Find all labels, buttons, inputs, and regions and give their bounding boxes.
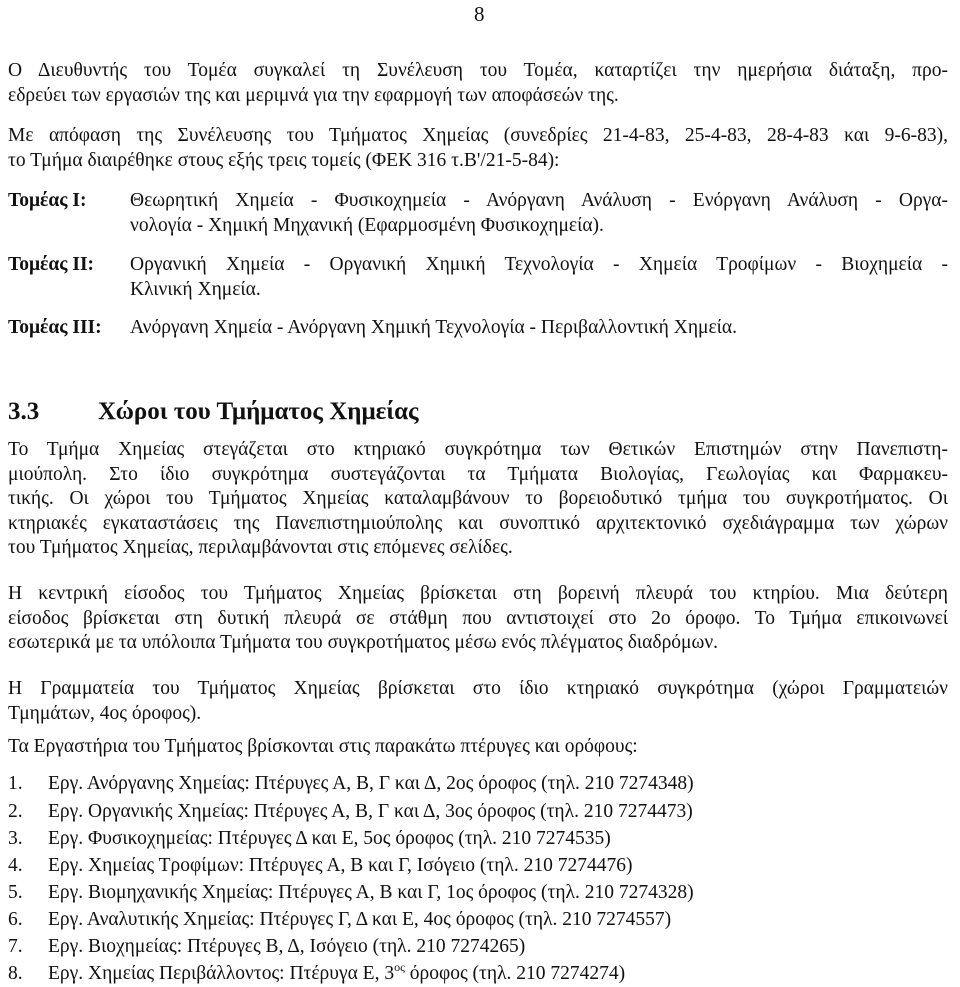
text-line: εσωτερικά με τα υπόλοιπα Τμήματα του συγκροτήματος μέσω ενός πλέγματος διαδρόμων.: [8, 632, 719, 653]
sector-label: Τομέας ΙΙΙ:: [8, 317, 102, 338]
section-heading: [8, 398, 419, 426]
list-item-number: 2.: [8, 801, 23, 822]
paragraph-secretariat: [8, 677, 948, 726]
section-title: Χώροι του Τμήματος Χημείας: [98, 398, 419, 425]
paragraph-entrances: [8, 582, 948, 656]
list-item: [8, 771, 694, 797]
text-line: Τμημάτων, 4ος όροφος).: [8, 702, 202, 724]
list-item-number: 1.: [8, 773, 23, 794]
list-item-number: 4.: [8, 855, 23, 876]
text-line: Η κεντρική είσοδος του Τμήματος Χημείας βρίσκεται στη βορεινή πλευρά του κτηρίου. Μια δεύτερη: [8, 583, 948, 604]
text-line: Ανόργανη Χημεία - Ανόργανη Χημική Τεχνολογία - Περιβαλλοντική Χημεία.: [130, 317, 738, 338]
list-item-text: Εργ. Οργανικής Χημείας: Πτέρυγες Α, Β, Γ και Δ, 3ος όροφος (τηλ. 210 7274473): [48, 801, 693, 822]
list-item: [8, 853, 633, 879]
list-item: [8, 799, 693, 825]
sector-label: Τομέας Ι:: [8, 190, 87, 211]
ordinal-superscript: ος: [394, 960, 405, 974]
list-item-text: Εργ. Χημείας Περιβάλλοντος: Πτέρυγα Ε, 3: [48, 963, 395, 984]
paragraph-sectors-intro: [8, 124, 948, 173]
sector-label: Τομέας ΙΙ:: [8, 254, 95, 275]
list-item-text: Εργ. Χημείας Τροφίμων: Πτέρυγες Α, Β και Γ, Ισόγειο (τηλ. 210 7274476): [48, 855, 633, 876]
list-item: [8, 907, 671, 933]
list-item-text: Εργ. Φυσικοχημείας: Πτέρυγες Δ και Ε, 5ος όροφος (τηλ. 210 7274535): [48, 828, 611, 849]
text-line: Με απόφαση της Συνέλευσης του Τμήματος Χημείας (συνεδρίες 21-4-83, 25-4-83, 28-4-83 και 9-6-83),: [8, 125, 948, 146]
list-item: [8, 961, 625, 987]
list-item: [8, 826, 611, 852]
paragraph-location: [8, 438, 948, 561]
list-item: [8, 880, 694, 906]
list-item-number: 8.: [8, 963, 23, 984]
list-item: [8, 934, 525, 960]
text-line: Θεωρητική Χημεία - Φυσικοχημεία - Ανόργανη Ανάλυση - Ενόργανη Ανάλυση - Οργα-: [130, 190, 948, 211]
sector-description: [130, 316, 948, 341]
text-line: κτηριακές εγκαταστάσεις της Πανεπιστημιούπολης και συνοπτικό αρχιτεκτονικό σχεδιάγραμμα των χώρων: [8, 512, 948, 534]
text-line: μιούπολη. Στο ίδιο συγκρότημα συστεγάζονται τα Τμήματα Βιολογίας, Γεωλογίας και Φαρμακευ-: [8, 463, 948, 485]
sector-description: [130, 189, 948, 238]
paragraph-labs-intro: [8, 735, 948, 760]
text-line: νολογία - Χημική Μηχανική (Εφαρμοσμένη Φυσικοχημεία).: [130, 214, 604, 236]
list-item-number: 7.: [8, 936, 23, 957]
list-item-number: 6.: [8, 909, 23, 930]
text-line: το Τμήμα διαιρέθηκε στους εξής τρεις τομείς (ΦΕΚ 316 τ.Β'/21-5-84):: [8, 149, 560, 171]
text-line: Ο Διευθυντής του Τομέα συγκαλεί τη Συνέλευση του Τομέα, καταρτίζει την ημερήσια διάταξη, προ-: [8, 60, 948, 81]
text-line: Κλινική Χημεία.: [130, 278, 261, 300]
text-line: του Τμήματος Χημείας, περιλαμβάνονται στις επόμενες σελίδες.: [8, 537, 513, 558]
list-item-number: 5.: [8, 882, 23, 903]
text-line: εδρεύει των εργασιών της και μεριμνά για την εφαρμογή των αποφάσεών της.: [8, 84, 619, 106]
paragraph-director: [8, 59, 948, 108]
list-item-text: Εργ. Βιομηχανικής Χημείας: Πτέρυγες Α, Β και Γ, 1ος όροφος (τηλ. 210 7274328): [48, 882, 694, 903]
list-item-number: 3.: [8, 828, 23, 849]
text-line: τικής. Οι χώροι του Τμήματος Χημείας καταλαμβάνουν το βορειοδυτικό τμήμα του συγκροτήματος. Οι: [8, 488, 948, 509]
page-number: 8: [474, 2, 485, 26]
list-item-text: Εργ. Βιοχημείας: Πτέρυγες Β, Δ, Ισόγειο (τηλ. 210 7274265): [48, 936, 526, 957]
text-line: είσοδος βρίσκεται στη δυτική πλευρά σε στάθμη που αντιστοιχεί στο 2ο όροφο. Το Τμήμα επικοινωνεί: [8, 607, 948, 629]
list-item-text: όροφος (τηλ. 210 7274274): [404, 963, 626, 984]
text-line: Το Τμήμα Χημείας στεγάζεται στο κτηριακό συγκρότημα των Θετικών Επιστημών στην Πανεπιστη-: [8, 439, 948, 460]
text-line: Η Γραμματεία του Τμήματος Χημείας βρίσκεται στο ίδιο κτηριακό συγκρότημα (χώροι Γραμματειών: [8, 678, 948, 699]
sector-description: [130, 253, 948, 302]
text-line: Οργανική Χημεία - Οργανική Χημική Τεχνολογία - Χημεία Τροφίμων - Βιοχημεία -: [130, 254, 948, 275]
section-number: 3.3: [8, 398, 40, 425]
text-line: Τα Εργαστήρια του Τμήματος βρίσκονται στις παρακάτω πτέρυγες και ορόφους:: [8, 736, 638, 757]
list-item-text: Εργ. Αναλυτικής Χημείας: Πτέρυγες Γ, Δ και Ε, 4ος όροφος (τηλ. 210 7274557): [48, 909, 672, 930]
list-item-text: Εργ. Ανόργανης Χημείας: Πτέρυγες Α, Β, Γ και Δ, 2ος όροφος (τηλ. 210 7274348): [48, 773, 694, 794]
